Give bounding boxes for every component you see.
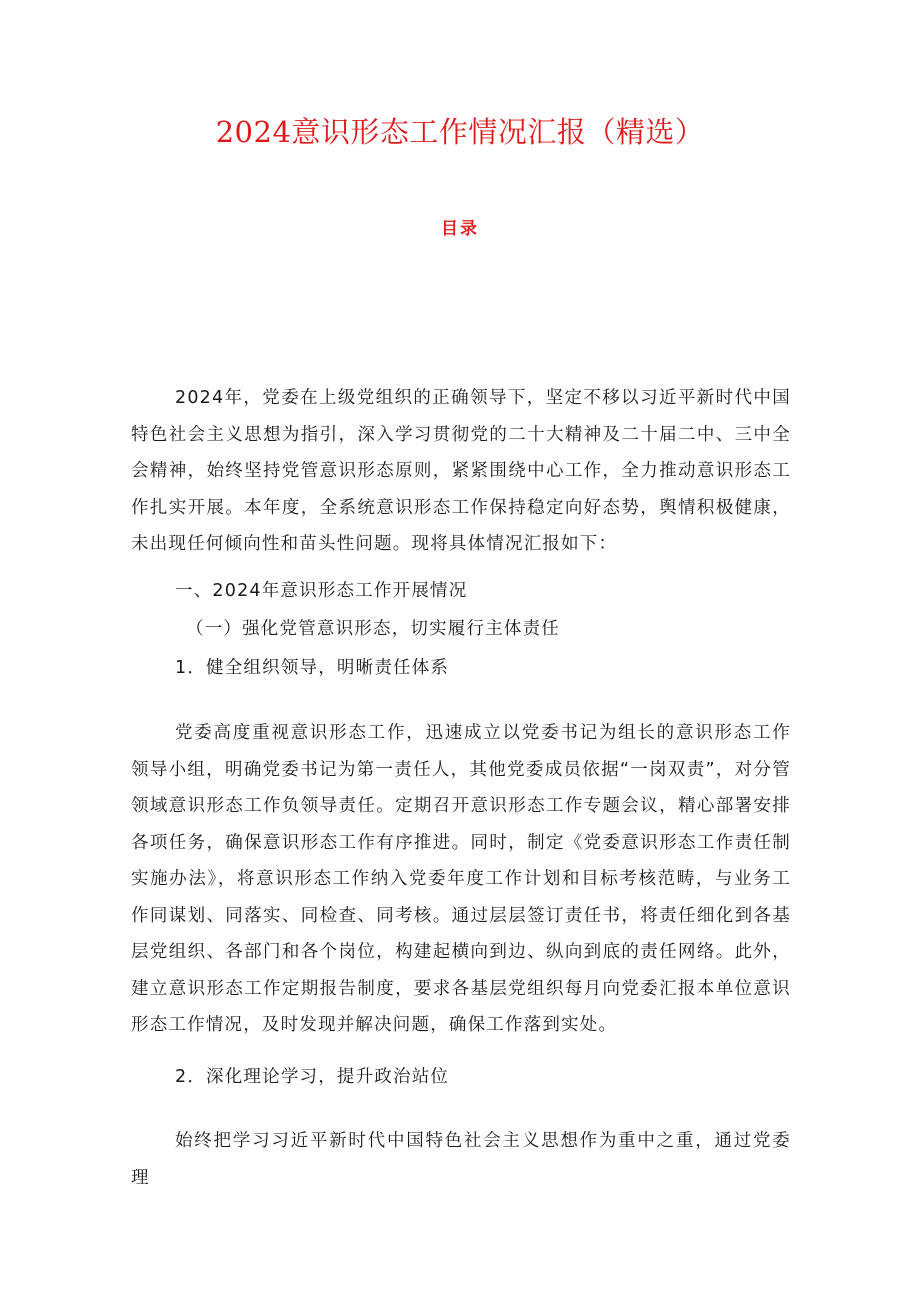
item-heading: 2．深化理论学习，提升政治站位 (175, 1067, 450, 1087)
subsection-heading: （一）强化党管意识形态，切实履行主体责任 (186, 619, 560, 639)
document-title: 2024意识形态工作情况汇报（精选） (215, 115, 705, 149)
body-paragraph: 始终把学习习近平新时代中国特色社会主义思想作为重中之重，通过党委理 (131, 1131, 791, 1188)
intro-paragraph: 2024年，党委在上级党组织的正确领导下，坚定不移以习近平新时代中国特色社会主义思想为指引，深入学习贯彻党的二十大精神及二十届二中、三中全会精神，始终坚持党管意识形态原则，紧紧围绕中心工作，全力推动意识形态工作扎实开展。本年度，全系统意识形态工作保持稳定向好态势，舆情积极健康，未出现任何倾向性和苗头性问题。现将具体情况汇报如下： (131, 388, 791, 554)
item-heading: 1．健全组织领导，明晰责任体系 (175, 658, 450, 678)
section-heading: 一、2024年意识形态工作开展情况 (175, 581, 468, 601)
body-paragraph: 党委高度重视意识形态工作，迅速成立以党委书记为组长的意识形态工作领导小组，明确党委书记为第一责任人，其他党委成员依据“一岗双责”，对分管领域意识形态工作负领导责任。定期召开意识形态工作专题会议，精心部署安排各项任务，确保意识形态工作有序推进。同时，制定《党委意识形态工作责任制实施办法》，将意识形态工作纳入党委年度工作计划和目标考核范畴，与业务工作同谋划、同落实、同检查、同考核。通过层层签订责任书，将责任细化到各基层党组织、各部门和各个岗位，构建起横向到边、纵向到底的责任网络。此外，建立意识形态工作定期报告制度，要求各基层党组织每月向党委汇报本单位意识形态工作情况，及时发现并解决问题，确保工作落到实处。 (131, 723, 791, 1035)
toc-heading: 目录 (441, 219, 479, 239)
